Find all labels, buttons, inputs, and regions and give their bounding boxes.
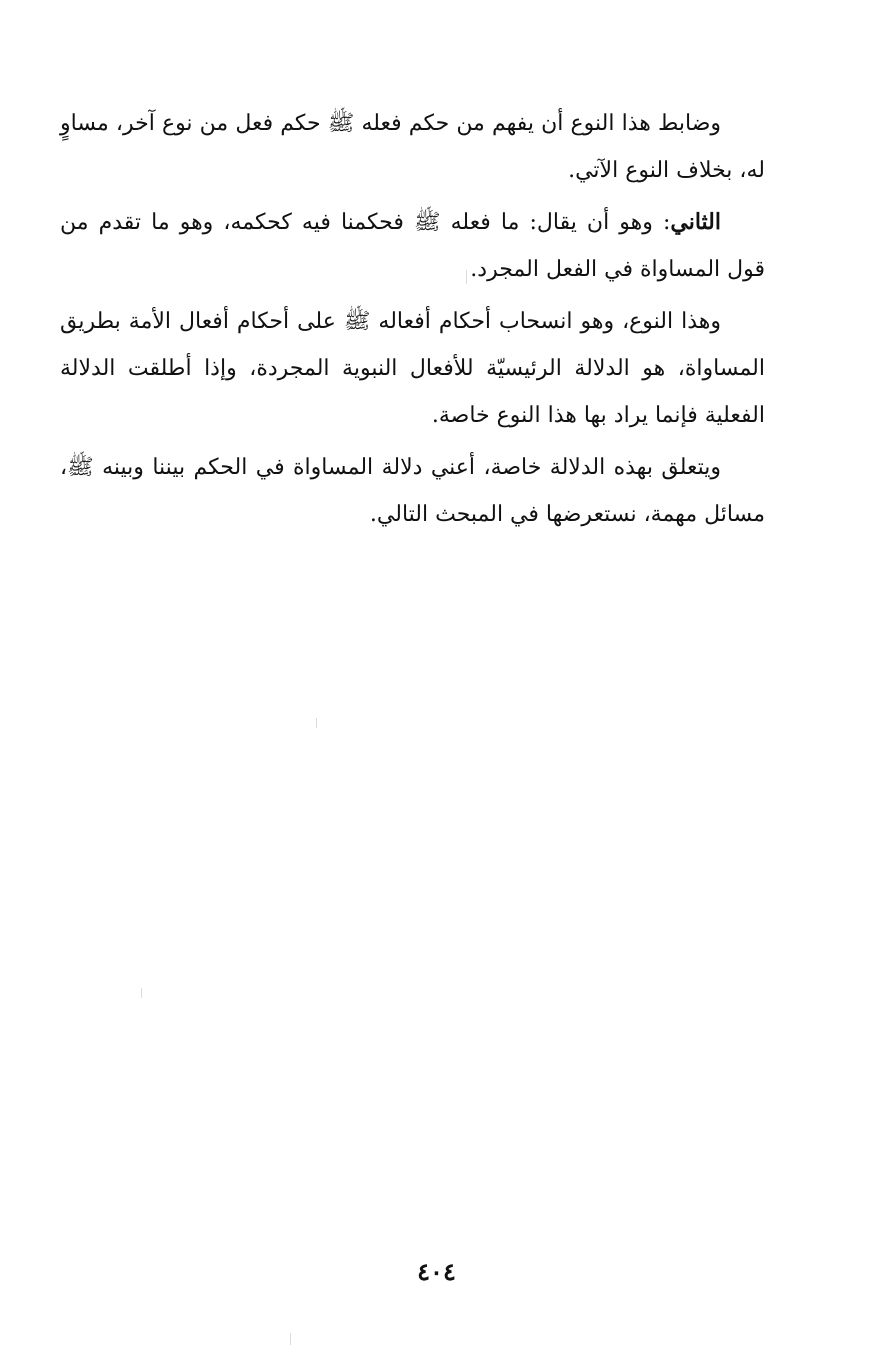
- body-text: [60, 100, 765, 543]
- paragraph-2: [60, 199, 765, 293]
- paragraph-1: [60, 100, 765, 194]
- paragraph-2-lead: الثاني: [670, 209, 721, 235]
- scan-speck: [316, 718, 317, 728]
- paragraph-2-text: : وهو أن يقال: ما فعله ﷺ فحكمنا فيه كحكمه، وهو ما تقدم من قول المساواة في الفعل المجرد.: [60, 210, 765, 282]
- scan-speck: [290, 1333, 291, 1345]
- scan-speck: [466, 270, 467, 284]
- paragraph-4: [60, 444, 765, 538]
- page-number: ٤٠٤: [417, 1257, 456, 1286]
- scan-speck: [141, 988, 142, 998]
- paragraph-4-text: ويتعلق بهذه الدلالة خاصة، أعني دلالة المساواة في الحكم بيننا وبينه ﷺ، مسائل مهمة، نستعرضها في المبحث التالي.: [60, 455, 765, 527]
- paragraph-3-text: وهذا النوع، وهو انسحاب أحكام أفعاله ﷺ على أحكام أفعال الأمة بطريق المساواة، هو الدلالة الرئيسيّة للأفعال النبوية المجردة، وإذا أطلقت الدلالة الفعلية فإنما يراد بها هذا النوع خاصة.: [60, 309, 765, 428]
- paragraph-3: [60, 298, 765, 439]
- paragraph-1-text: وضابط هذا النوع أن يفهم من حكم فعله ﷺ حكم فعل من نوع آخر، مساوٍ له، بخلاف النوع الآتي.: [60, 111, 765, 183]
